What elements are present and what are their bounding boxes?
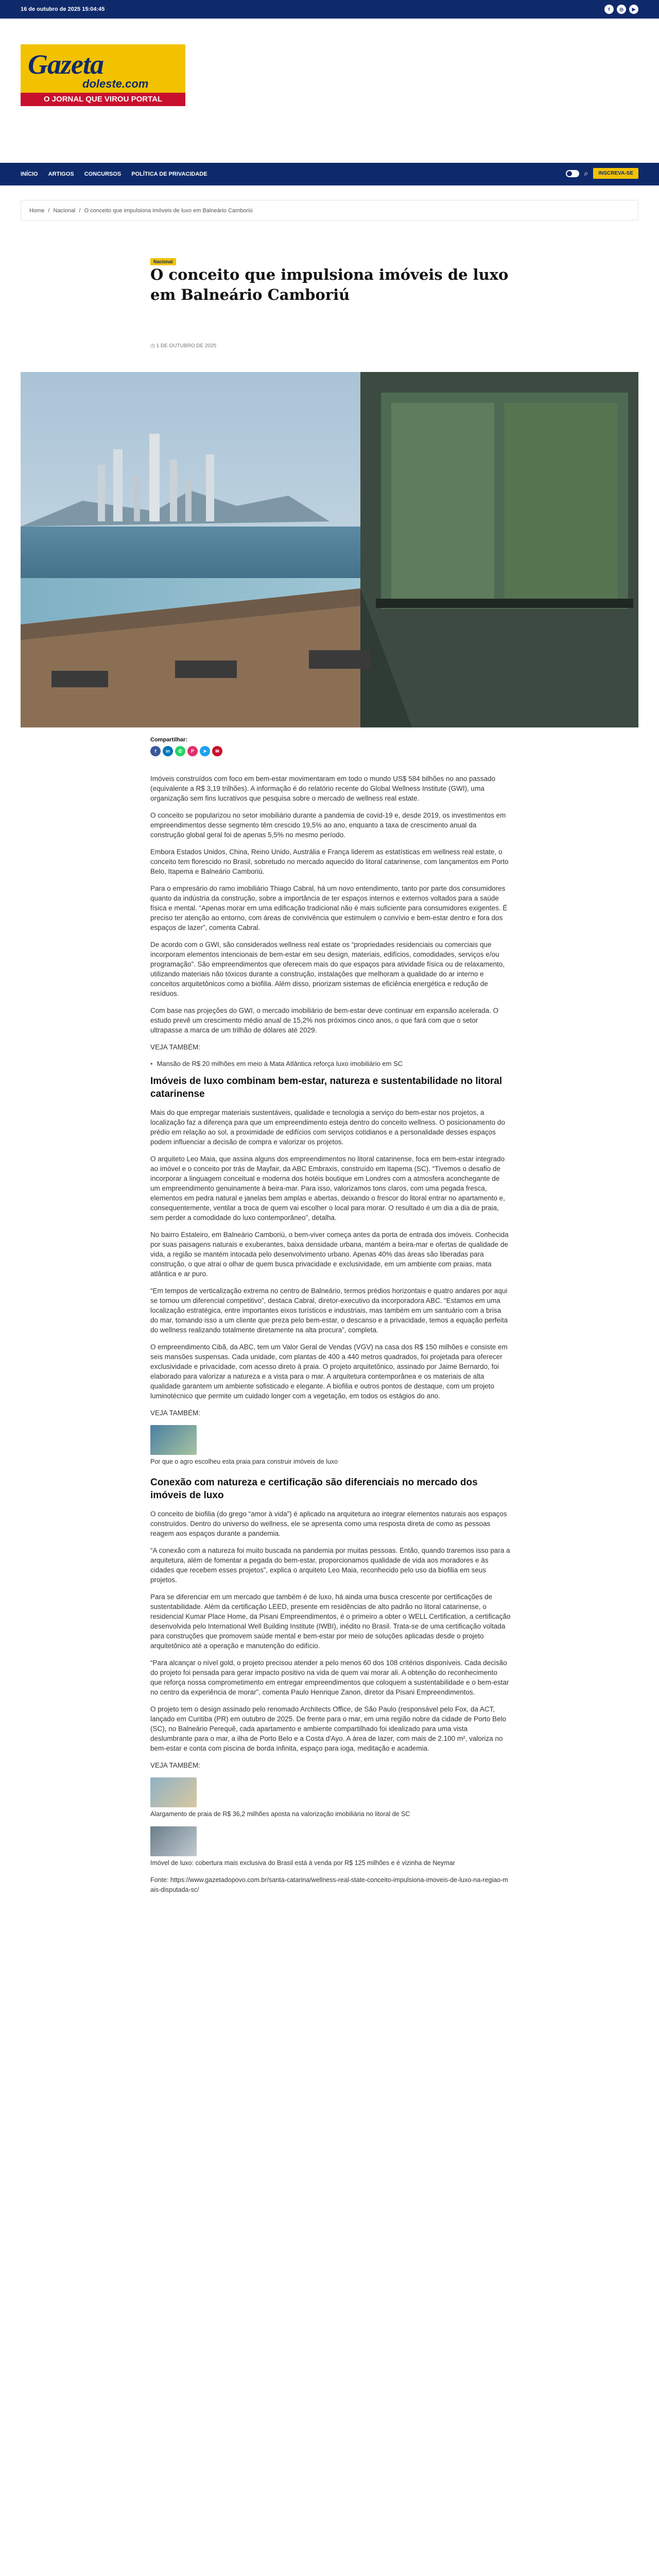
current-date: 16 de outubro de 2025 15:04:45 — [21, 6, 105, 12]
article-date-text: 1 DE OUTUBRO DE 2025 — [156, 343, 217, 349]
paragraph: Para se diferenciar em um mercado que também é de luxo, há ainda uma busca crescente por certificações de sustentabilidade. Além da certificação LEED, presente em residências de alto padrão no litoral catarinense, o residencial Kumar Place Home, da Pisani Empreendimentos, é o primeiro a obter o WELL Certification, a certificação desenvolvida pelo International Well Building Institute (IWBI), inédito no Brasil. Trata-se de uma certificação voltada para construções que promovem saúde mental e bem-estar por meio de soluções aplicadas desde o projeto arquitetônico até a operação e manutenção do edifício. — [150, 1593, 511, 1650]
article — [150, 257, 511, 349]
search-icon[interactable]: ⌕ — [584, 169, 588, 177]
site-logo[interactable] — [21, 44, 185, 106]
whatsapp-share-icon[interactable]: ✆ — [175, 746, 185, 756]
related-link[interactable]: Por que o agro escolheu esta praia para construir imóveis de luxo — [150, 1458, 338, 1465]
related-thumbnail[interactable] — [150, 1425, 197, 1455]
article-title: O conceito que impulsiona imóveis de luxo em Balneário Camboriú — [150, 266, 509, 303]
logo-tagline: O JORNAL QUE VIROU PORTAL — [21, 93, 185, 106]
paragraph: O conceito se popularizou no setor imobiliário durante a pandemia de covid-19 e, desde 2019, os investimentos em empreendimentos desse segmento têm crescido 19,5% ao ano, enquanto a taxa de crescimento anual da construção global geral foi de apenas 5,5% no mesmo período. — [150, 811, 506, 839]
share-box — [150, 737, 511, 756]
facebook-share-icon[interactable]: f — [150, 746, 161, 756]
source-link[interactable]: Fonte: https://www.gazetadopovo.com.br/santa-catarina/wellness-real-state-conceito-impulsiona-imoveis-de-luxo-na-regiao-mais-disputada-sc/ — [150, 1876, 508, 1893]
breadcrumb-home[interactable]: Home — [29, 208, 45, 214]
related-thumbnail[interactable] — [150, 1777, 197, 1807]
pinterest-share-icon[interactable]: P — [187, 746, 198, 756]
related-thumbnail[interactable] — [150, 1826, 197, 1856]
nav-item-artigos[interactable]: ARTIGOS — [48, 171, 74, 177]
hero-image — [21, 372, 638, 727]
breadcrumb-current: O conceito que impulsiona imóveis de luxo em Balneário Camboriú — [84, 208, 253, 214]
breadcrumb-section[interactable]: Nacional — [53, 208, 76, 214]
paragraph: Imóveis construídos com foco em bem-estar movimentaram em todo o mundo US$ 584 bilhões no ano passado (equivalente a R$ 3,19 trilhões). A informação é do relatório recente do Global Wellness Institute (GWI), uma organização sem fins lucrativos que pesquisa sobre o mercado de wellness real estate. — [150, 775, 496, 802]
related-link[interactable]: Alargamento de praia de R$ 36,2 milhões aposta na valorização imobiliária no litoral de SC — [150, 1810, 410, 1818]
paragraph: Embora Estados Unidos, China, Reino Unido, Austrália e França liderem as estatísticas em wellness real estate, o conceito tem florescido no Brasil, sobretudo no mercado aquecido do litoral catarinense, com lançamentos em Porto Belo, Itapema e Balneário Camboriú. — [150, 848, 509, 875]
category-tag[interactable]: Nacional — [150, 258, 176, 265]
paragraph: “A conexão com a natureza foi muito buscada na pandemia por muitas pessoas. Então, quando traremos isso para a arquitetura, além de fomentar a pegada do bem-estar, proporcionamos qualidade de vida aos moradores e às cidades que recebem esses projetos”, explica o arquiteto Leo Maia, reconhecido pelo uso da biofilia em seus projetos. — [150, 1547, 510, 1584]
paragraph: O projeto tem o design assinado pelo renomado Architects Office, de São Paulo (responsável pelo Fox, da ACT, lançado em Curitiba (PR) em outubro de 2025. De frente para o mar, em uma região nobre da cidade de Porto Belo (SC), no Balneário Perequê, cada apartamento e ambiente compartilhado foi idealizado para uma vista deslumbrante para o mar, a ilha de Porto Belo e a Costa d'Ayo. A área de lazer, com mais de 2.100 m², valoriza no bem-estar e conta com piscina de borda infinita, espaço para ioga, meditação e academia. — [150, 1705, 507, 1752]
section-heading: Imóveis de luxo combinam bem-estar, natureza e sustentabilidade no litoral catarinense — [150, 1076, 502, 1099]
logo-domain: doleste.com — [82, 77, 149, 90]
paragraph: O empreendimento Cibã, da ABC, tem um Valor Geral de Vendas (VGV) na casa dos R$ 150 milhões e consiste em seis mansões suspensas. Cada unidade, com plantas de 400 a 440 metros quadrados, foi projetada para oferecer exclusividade e privacidade, com acesso direto à praia. O projeto arquitetônico, assinado por Jaime Bernardo, foi elaborado para valorizar a natureza e a vista para o mar. A arquitetura contemporânea e os materiais de alta qualidade garantem um ambiente sofisticado e elegante. A biofilia e outros pontos de destaque, com um projeto luminotécnico que permite um cuidado longer com a vegetação, em todos os estágios do ano. — [150, 1343, 508, 1400]
clock-icon: ◷ — [150, 343, 157, 349]
breadcrumb — [21, 200, 638, 221]
nav-item-privacidade[interactable]: POLÍTICA DE PRIVACIDADE — [131, 171, 207, 177]
top-bar — [0, 0, 659, 19]
paragraph: “Para alcançar o nível gold, o projeto precisou atender a pelo menos 60 dos 108 critérios disponíveis. Cada decisão do projeto foi pensada para gerar impacto positivo na vida de quem vai morar ali. A obtenção do reconhecimento que reforça nossa comprometimento em entregar empreendimentos que coloquem a sustentabilidade e o bem-estar no centro da experiência de morar”, comenta Paulo Henrique Zanon, diretor da Pisani Empreendimentos. — [150, 1659, 509, 1696]
article-body — [150, 774, 511, 1902]
logo-wordmark: Gazeta — [28, 49, 103, 80]
section-heading: Conexão com natureza e certificação são diferenciais no mercado dos imóveis de luxo — [150, 1477, 478, 1501]
paragraph: O conceito de biofilia (do grego “amor à vida”) é aplicado na arquitetura ao integrar elementos naturais aos espaços construídos. Dentro do universo do wellness, ele se apresenta como uma resposta direta de como as pessoas reagem aos espaços durante a pandemia. — [150, 1510, 507, 1537]
related-link[interactable]: Imóvel de luxo: cobertura mais exclusiva do Brasil está à venda por R$ 125 milhões e é vizinha de Neymar — [150, 1859, 455, 1867]
main-nav — [0, 163, 659, 185]
paragraph: O arquiteto Leo Maia, que assina alguns dos empreendimentos no litoral catarinense, foca em bem-estar integrado ao imóvel e o conceito por trás de Mayfair, da ABC Embraxis, construído em Itapema (SC). “Tivemos o desafio de incorporar a linguagem conceitual e moderna dos hotéis boutique em Londres com a atmosfera aconchegante de um empreendimento genuinamente à beira-mar. Para isso, valorizamos tons claros, com uma pegada fresca, elementos em pedra natural e janelas bem amplas e abertas, deixando o frescor do litoral entrar no apartamento e, consequentemente, ventilar a troca de quem vai escolher o local para morar. O resultado é um dia a dia de praia, sem perder a comodidade do luxo contemporâneo”, detalha. — [150, 1155, 505, 1222]
social-links — [604, 5, 638, 14]
youtube-icon[interactable]: ▶ — [629, 5, 638, 14]
dark-mode-toggle[interactable] — [566, 170, 579, 177]
nav-item-inicio[interactable]: INÍCIO — [21, 171, 38, 177]
linkedin-share-icon[interactable]: in — [163, 746, 173, 756]
paragraph: Com base nas projeções do GWI, o mercado imobiliário de bem-estar deve continuar em expansão acelerada. O estudo prevê um crescimento médio anual de 15,2% nos próximos cinco anos, o que fará com que o setor ultrapasse a marca de um trilhão de dólares até 2029. — [150, 1007, 499, 1034]
instagram-icon[interactable]: ◎ — [617, 5, 626, 14]
telegram-share-icon[interactable]: ➤ — [200, 746, 210, 756]
paragraph: Para o empresário do ramo imobiliário Thiago Cabral, há um novo entendimento, tanto por parte dos consumidores quanto da indústria da construção, sobre a importância de ter espaços internos e externos voltados para a saúde física e mental. “Apenas morar em uma edificação tradicional não é mais suficiente para consumidores exigentes. É preciso ter atenção ao entorno, com áreas de convivência que estimulem o convívio e bem-estar dentro e fora dos espaços de lazer”, comenta Cabral. — [150, 885, 508, 931]
paragraph: Mais do que empregar materiais sustentáveis, qualidade e tecnologia a serviço do bem-estar nos projetos, a localização faz a diferença para que um empreendimento esteja dentro do conceito wellness. O posicionamento do prédio em relação ao sol, a proximidade de edifícios com serviços cotidianos e a personalidade desses espaços podem influenciar a decisão de compra e valorizar os projetos. — [150, 1109, 505, 1146]
email-share-icon[interactable]: ✉ — [212, 746, 222, 756]
veja-tambem-label: VEJA TAMBÉM: — [150, 1043, 201, 1051]
paragraph: No bairro Estaleiro, em Balneário Camboriú, o bem-viver começa antes da porta de entrada dos imóveis. Conhecida por suas paisagens naturais e exuberantes, baixa densidade urbana, mantém a beira-mar e ofertas de qualidade de vida, a região se mantém intocada pelo desenvolvimento urbano. Apenas 40% das áreas são liberadas para construção, o que atrai o olhar de quem busca privacidade e exclusividade, em um ambiente com praias, mata atlântica e ar puro. — [150, 1231, 509, 1278]
subscribe-button[interactable]: INSCREVA-SE — [593, 168, 638, 179]
breadcrumb-sep: / — [48, 208, 50, 214]
breadcrumb-sep: / — [79, 208, 81, 214]
paragraph: De acordo com o GWI, são considerados wellness real estate os “propriedades residenciais ou comerciais que incorporam elementos intencionais de bem-estar em seu design, materiais, edifícios, comodidades, serviços e/ou programação”. São empreendimentos que oferecem mais do que espaços para atividade física ou de relaxamento, utilizando materiais não tóxicos durante a construção, instalações que melhoram a qualidade do ar interno e conceitos arquitetônicos como a biofilia. Além disso, priorizam sistemas de eficiência energética e redução de resíduos. — [150, 941, 505, 997]
facebook-icon[interactable]: f — [604, 5, 614, 14]
site-header — [0, 19, 659, 155]
share-label: Compartilhar: — [150, 737, 188, 743]
nav-item-concursos[interactable]: CONCURSOS — [84, 171, 122, 177]
paragraph: “Em tempos de verticalização extrema no centro de Balneário, termos prédios horizontais e quatro andares por aqui se tornou um diferencial competitivo”, destaca Cabral, diretor-executivo da incorporadora ABC. “Estamos em uma localização estratégica, entre importantes eixos turísticos e industriais, mas também em um santuário com a brisa do mar, tomando isso a um cliente que preza pelo bem-estar, o descanso e a privacidade, temos a equação perfeita do wellness realizando totalmente diretamente na alta procura”, completa. — [150, 1287, 508, 1334]
veja-tambem-label: VEJA TAMBÉM: — [150, 1409, 201, 1417]
article-date — [150, 343, 216, 349]
related-link[interactable]: • Mansão de R$ 20 milhões em meio à Mata Atlântica reforça luxo imobiliário em SC — [150, 1059, 511, 1069]
veja-tambem-label: VEJA TAMBÉM: — [150, 1761, 201, 1769]
